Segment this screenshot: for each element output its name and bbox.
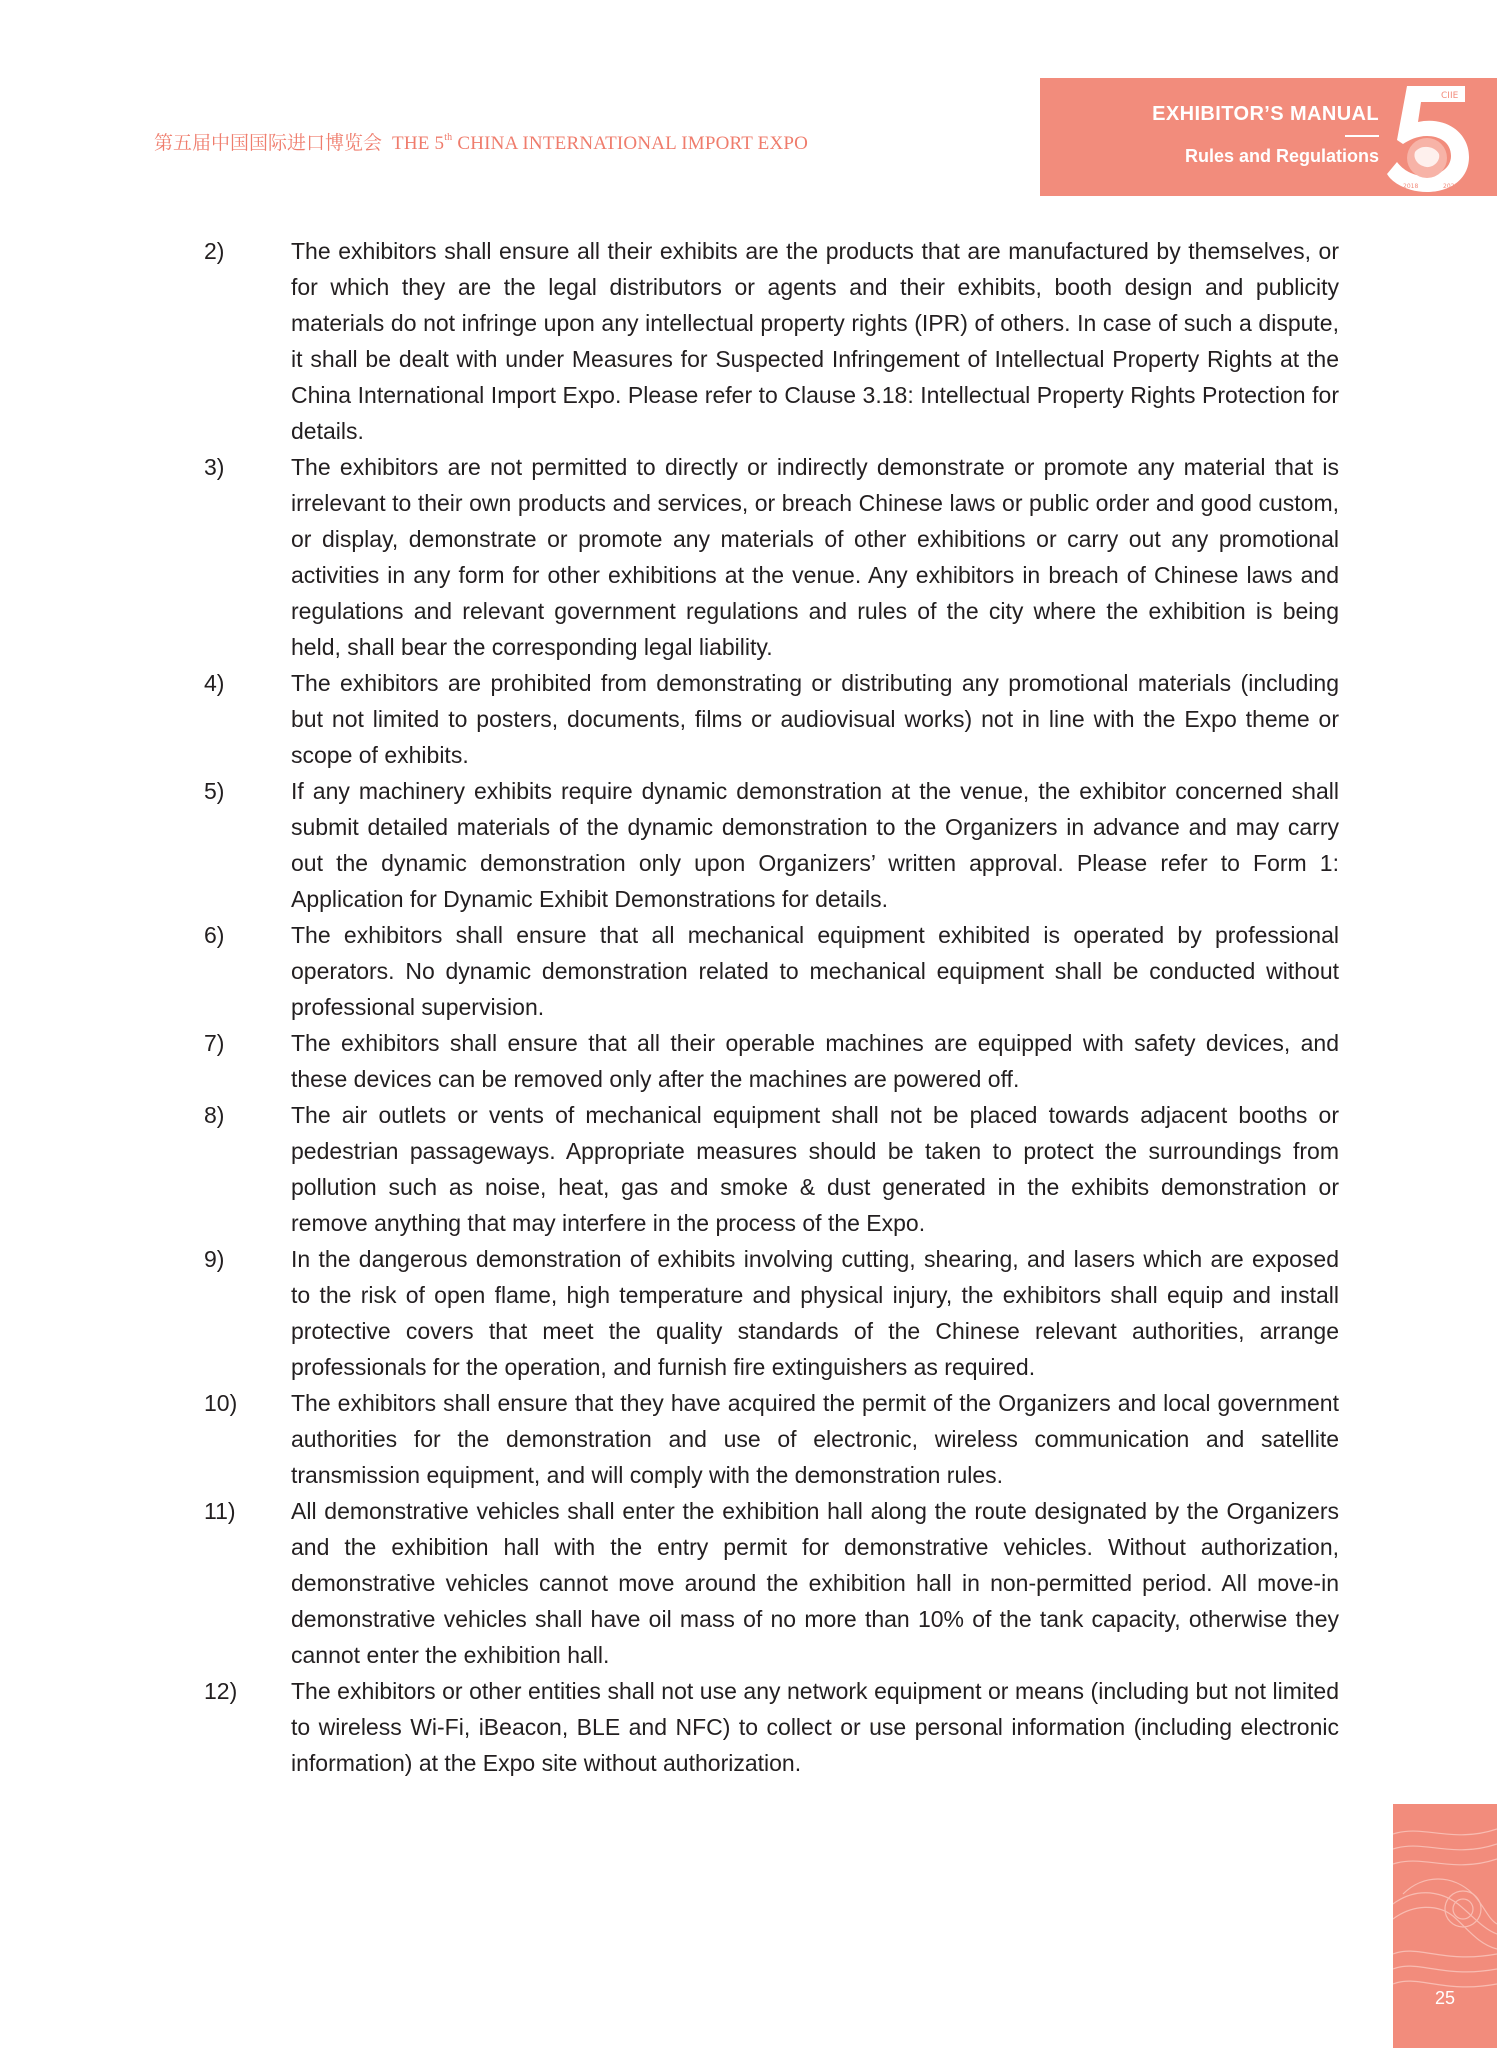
corner-decoration — [1393, 1804, 1497, 2048]
list-item — [0, 1673, 1497, 1781]
header-en-prefix: THE 5 — [392, 133, 445, 154]
item-text: The exhibitors are prohibited from demonstrating or distributing any promotional materials (including but not limited to posters, documents, films or audiovisual works) not in line with the Expo theme or scope of exhibits. — [291, 670, 1339, 768]
item-text: The exhibitors shall ensure that all mechanical equipment exhibited is operated by professional operators. No dynamic demonstration related to mechanical equipment shall be conducted without professional supervision. — [291, 922, 1339, 1020]
banner-divider — [1345, 135, 1379, 137]
running-header — [154, 128, 808, 155]
section-title: Rules and Regulations — [1184, 146, 1379, 166]
logo-year-start: 2018 — [1403, 183, 1419, 190]
item-number: 12) — [204, 1678, 238, 1704]
header-en-title — [392, 133, 808, 154]
item-text: The exhibitors are not permitted to directly or indirectly demonstrate or promote any material that is irrelevant to their own products and services, or breach Chinese laws or public order and good custom, or display, demonstrate or promote any materials of other exhibitions or carry out any promotional activities in any form for other exhibitions at the venue. Any exhibitors in breach of Chinese laws and regulations and relevant government regulations and rules of the city where the exhibition is being held, shall bear the corresponding legal liability. — [291, 454, 1339, 660]
item-text: The exhibitors shall ensure all their exhibits are the products that are manufactured by themselves, or for which they are the legal distributors or agents and their exhibits, booth design and publicity materials do not infringe upon any intellectual property rights (IPR) of others. In case of such a dispute, it shall be dealt with under Measures for Suspected Infringement of Intellectual Property Rights at the China International Import Expo. Please refer to Clause 3.18: Intellectual Property Rights Protection for details. — [291, 238, 1339, 444]
item-text: The air outlets or vents of mechanical equipment shall not be placed towards adjacent booths or pedestrian passageways. Appropriate measures should be taken to protect the surroundings from pollution such as noise, heat, gas and smoke & dust generated in the exhibits demonstration or remove anything that may interfere in the process of the Expo. — [291, 1102, 1339, 1236]
item-number: 8) — [204, 1102, 225, 1128]
item-text: In the dangerous demonstration of exhibits involving cutting, shearing, and lasers which are exposed to the risk of open flame, high temperature and physical injury, the exhibitors shall equip and install protective covers that meet the quality standards of the Chinese relevant authorities, arrange professionals for the operation, and furnish fire extinguishers as required. — [291, 1246, 1339, 1380]
header-cn-title: 第五届中国国际进口博览会 — [154, 133, 383, 154]
list-item — [0, 1025, 1497, 1097]
item-number: 3) — [204, 454, 225, 480]
item-text: The exhibitors or other entities shall not use any network equipment or means (including but not limited to wireless Wi-Fi, iBeacon, BLE and NFC) to collect or use personal information (including electronic information) at the Expo site without authorization. — [291, 1678, 1339, 1776]
item-text: The exhibitors shall ensure that they have acquired the permit of the Organizers and local government authorities for the demonstration and use of electronic, wireless communication and satellite transmission equipment, and will comply with the demonstration rules. — [291, 1390, 1339, 1488]
header-en-sup: th — [444, 132, 453, 143]
list-item — [0, 1493, 1497, 1673]
list-item — [0, 449, 1497, 665]
item-number: 10) — [204, 1390, 238, 1416]
logo-year-end: 2022 — [1443, 183, 1459, 190]
decorative-pattern — [1393, 1804, 1497, 2048]
list-item — [0, 773, 1497, 917]
item-number: 5) — [204, 778, 225, 804]
item-number: 2) — [204, 238, 225, 264]
list-item — [0, 1385, 1497, 1493]
list-item — [0, 1241, 1497, 1385]
header-en-suffix: CHINA INTERNATIONAL IMPORT EXPO — [452, 133, 809, 154]
logo-label: CIIE — [1441, 91, 1459, 101]
item-number: 7) — [204, 1030, 225, 1056]
item-number: 9) — [204, 1246, 225, 1272]
list-item — [0, 233, 1497, 449]
manual-title: EXHIBITOR’S MANUAL — [1152, 103, 1379, 125]
item-text: All demonstrative vehicles shall enter the exhibition hall along the route designated by the Organizers and the exhibition hall with the entry permit for demonstrative vehicles. Without authorization, demonstrative vehicles cannot move around the exhibition hall in non-permitted period. All move-in demonstrative vehicles shall have oil mass of no more than 10% of the tank capacity, otherwise they cannot enter the exhibition hall. — [291, 1498, 1339, 1668]
rules-list — [0, 233, 1497, 1781]
page-number: 25 — [1434, 1988, 1456, 2008]
item-text: If any machinery exhibits require dynamic demonstration at the venue, the exhibitor concerned shall submit detailed materials of the dynamic demonstration to the Organizers in advance and may carry out the dynamic demonstration only upon Organizers’ written approval. Please refer to Form 1: Application for Dynamic Exhibit Demonstrations for details. — [291, 778, 1339, 912]
list-item — [0, 917, 1497, 1025]
item-number: 6) — [204, 922, 225, 948]
item-text: The exhibitors shall ensure that all their operable machines are equipped with safety devices, and these devices can be removed only after the machines are powered off. — [291, 1030, 1339, 1092]
item-number: 11) — [204, 1498, 236, 1524]
list-item — [0, 665, 1497, 773]
list-item — [0, 1097, 1497, 1241]
item-number: 4) — [204, 670, 225, 696]
ciie-5-logo — [1385, 82, 1471, 194]
